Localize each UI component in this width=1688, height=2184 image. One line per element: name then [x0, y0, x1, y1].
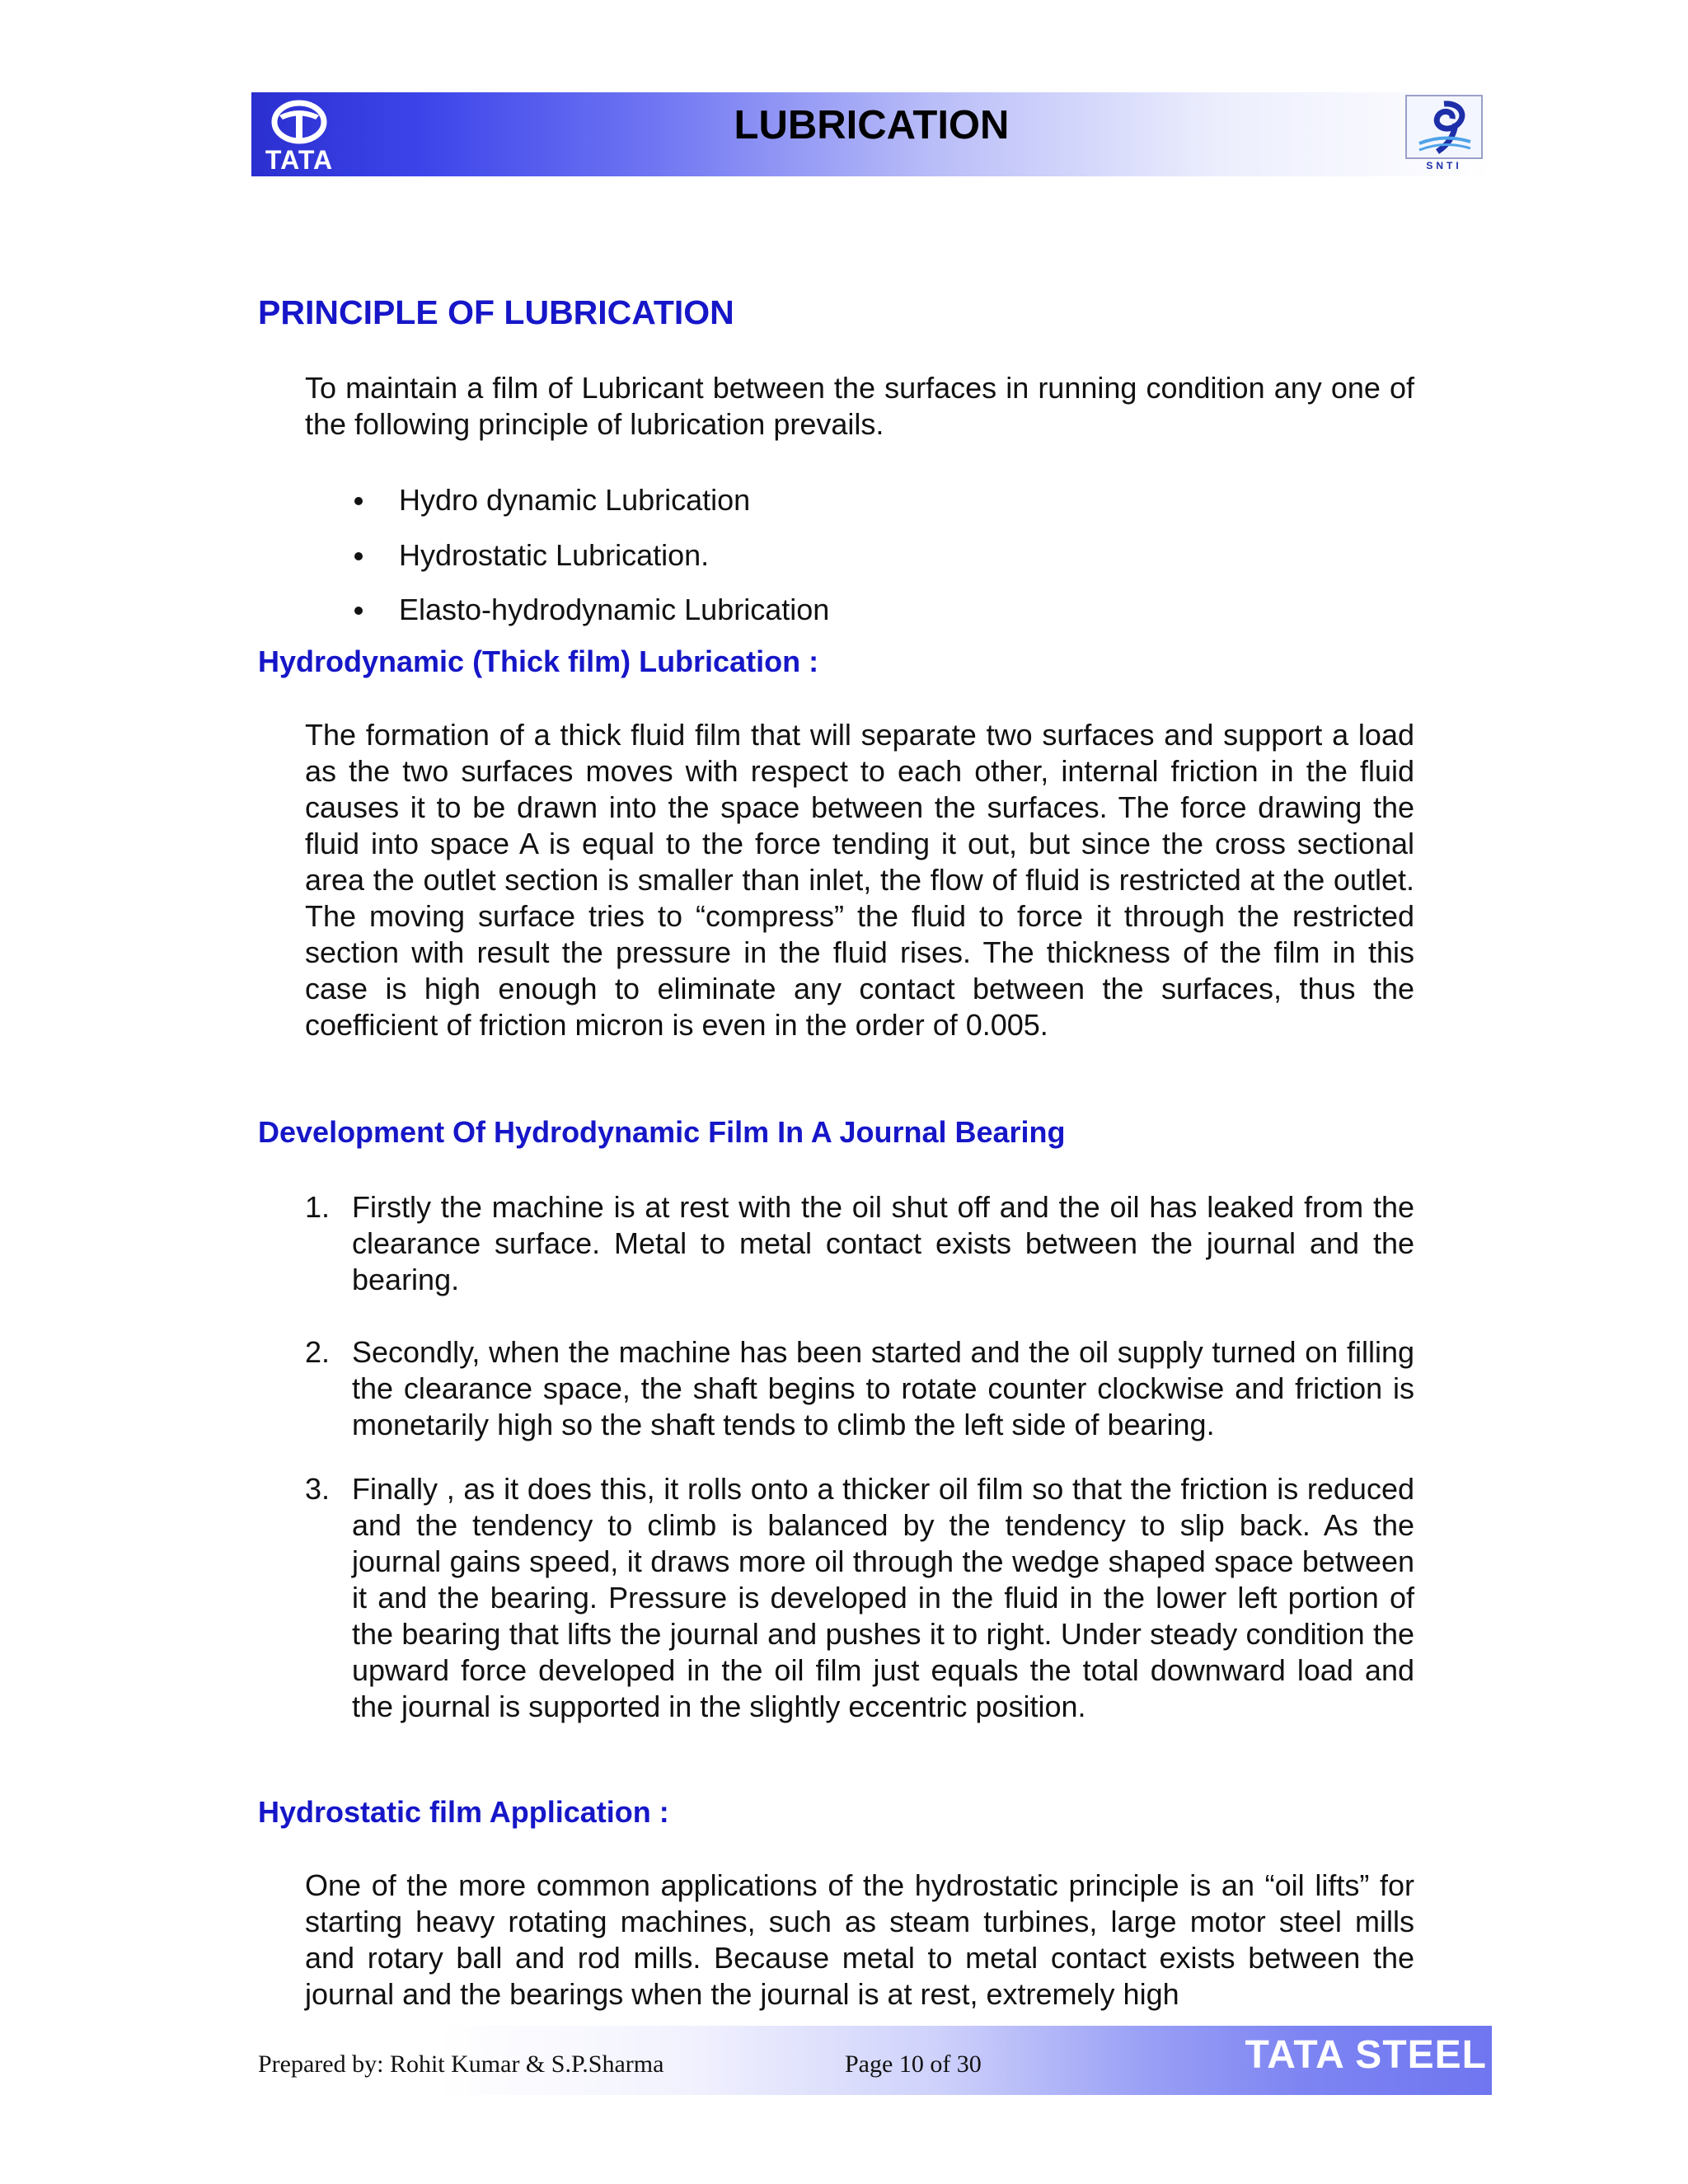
list-number: 1. [305, 1190, 331, 1224]
hydrodynamic-heading: Hydrodynamic (Thick film) Lubrication : [258, 644, 819, 678]
list-item-text: Elasto-hydrodynamic Lubrication [399, 593, 830, 626]
snti-label: SNTI [1426, 160, 1462, 171]
ordered-list-item [305, 1189, 1414, 1298]
list-number: 2. [305, 1335, 331, 1369]
ordered-list-item [305, 1334, 1414, 1443]
list-item-text: Finally , as it does this, it rolls onto a thicker oil film so that the friction is reduced and the tendency to climb is balanced by the tendency to slip back. As the journal gains speed, it draws more oil through the wedge shaped space between it and the bearing. Pressure is developed in the fluid in the lower left portion of the bearing that lifts the journal and pushes it to right. Under steady condition the upward force developed in the oil film just equals the total downward load and the journal is supported in the slightly eccentric position. [352, 1472, 1414, 1723]
hydrostatic-heading: Hydrostatic film Application : [258, 1795, 669, 1829]
development-heading: Development Of Hydrodynamic Film In A Journal Bearing [258, 1115, 1066, 1149]
hydrostatic-paragraph: One of the more common applications of the hydrostatic principle is an “oil lifts” for starting heavy rotating machines, such as steam turbines, large motor steel mills and rotary ball and rod mills. Because metal to metal contact exists between the journal and the bearings when the journal is at rest, extremely high [305, 1868, 1414, 2011]
bullet-dot [354, 552, 363, 560]
list-number: 3. [305, 1472, 331, 1506]
snti-emblem-icon [1404, 94, 1484, 160]
intro-paragraph: To maintain a film of Lubricant between the surfaces in running condition any one of the following principle of lubrication prevails. [305, 371, 1414, 441]
snti-logo [1404, 94, 1484, 175]
page-title: LUBRICATION [734, 103, 1010, 148]
list-item-text: Firstly the machine is at rest with the oil shut off and the oil has leaked from the clearance surface. Metal to metal contact exists between the journal and the bearing. [352, 1190, 1414, 1296]
tata-wordmark: TATA [265, 145, 334, 175]
list-item-text: Hydrostatic Lubrication. [399, 538, 710, 572]
hydrodynamic-paragraph: The formation of a thick fluid film that will separate two surfaces and support a load as the two surfaces moves with respect to each other, internal friction in the fluid causes it to be drawn into the space between the surfaces. The force drawing the fluid into space A is equal to the force tending it out, but since the cross sectional area the outlet section is smaller than inlet, the flow of fluid is restricted at the outlet. The moving surface tries to “compress” the fluid to force it through the restricted section with result the pressure in the fluid rises. The thickness of the film in this case is high enough to eliminate any contact between the surfaces, thus the coefficient of friction micron is even in the order of 0.005. [305, 718, 1414, 1042]
page-number: Page 10 of 30 [845, 2050, 982, 2078]
bullet-dot [354, 607, 363, 615]
list-item-text: Secondly, when the machine has been started and the oil supply turned on filling the clearance space, the shaft begins to rotate counter clockwise and friction is monetarily high so the shaft tends to climb the left side of bearing. [352, 1335, 1414, 1441]
tata-steel-logo: TATA STEEL [1245, 2033, 1487, 2077]
prepared-by: Prepared by: Rohit Kumar & S.P.Sharma [258, 2050, 664, 2078]
list-item-text: Hydro dynamic Lubrication [399, 483, 751, 517]
bullet-dot [354, 497, 363, 505]
page-footer [251, 2026, 1492, 2095]
section-heading: PRINCIPLE OF LUBRICATION [258, 293, 734, 331]
page-header [251, 92, 1492, 176]
ordered-list-item [305, 1471, 1414, 1725]
